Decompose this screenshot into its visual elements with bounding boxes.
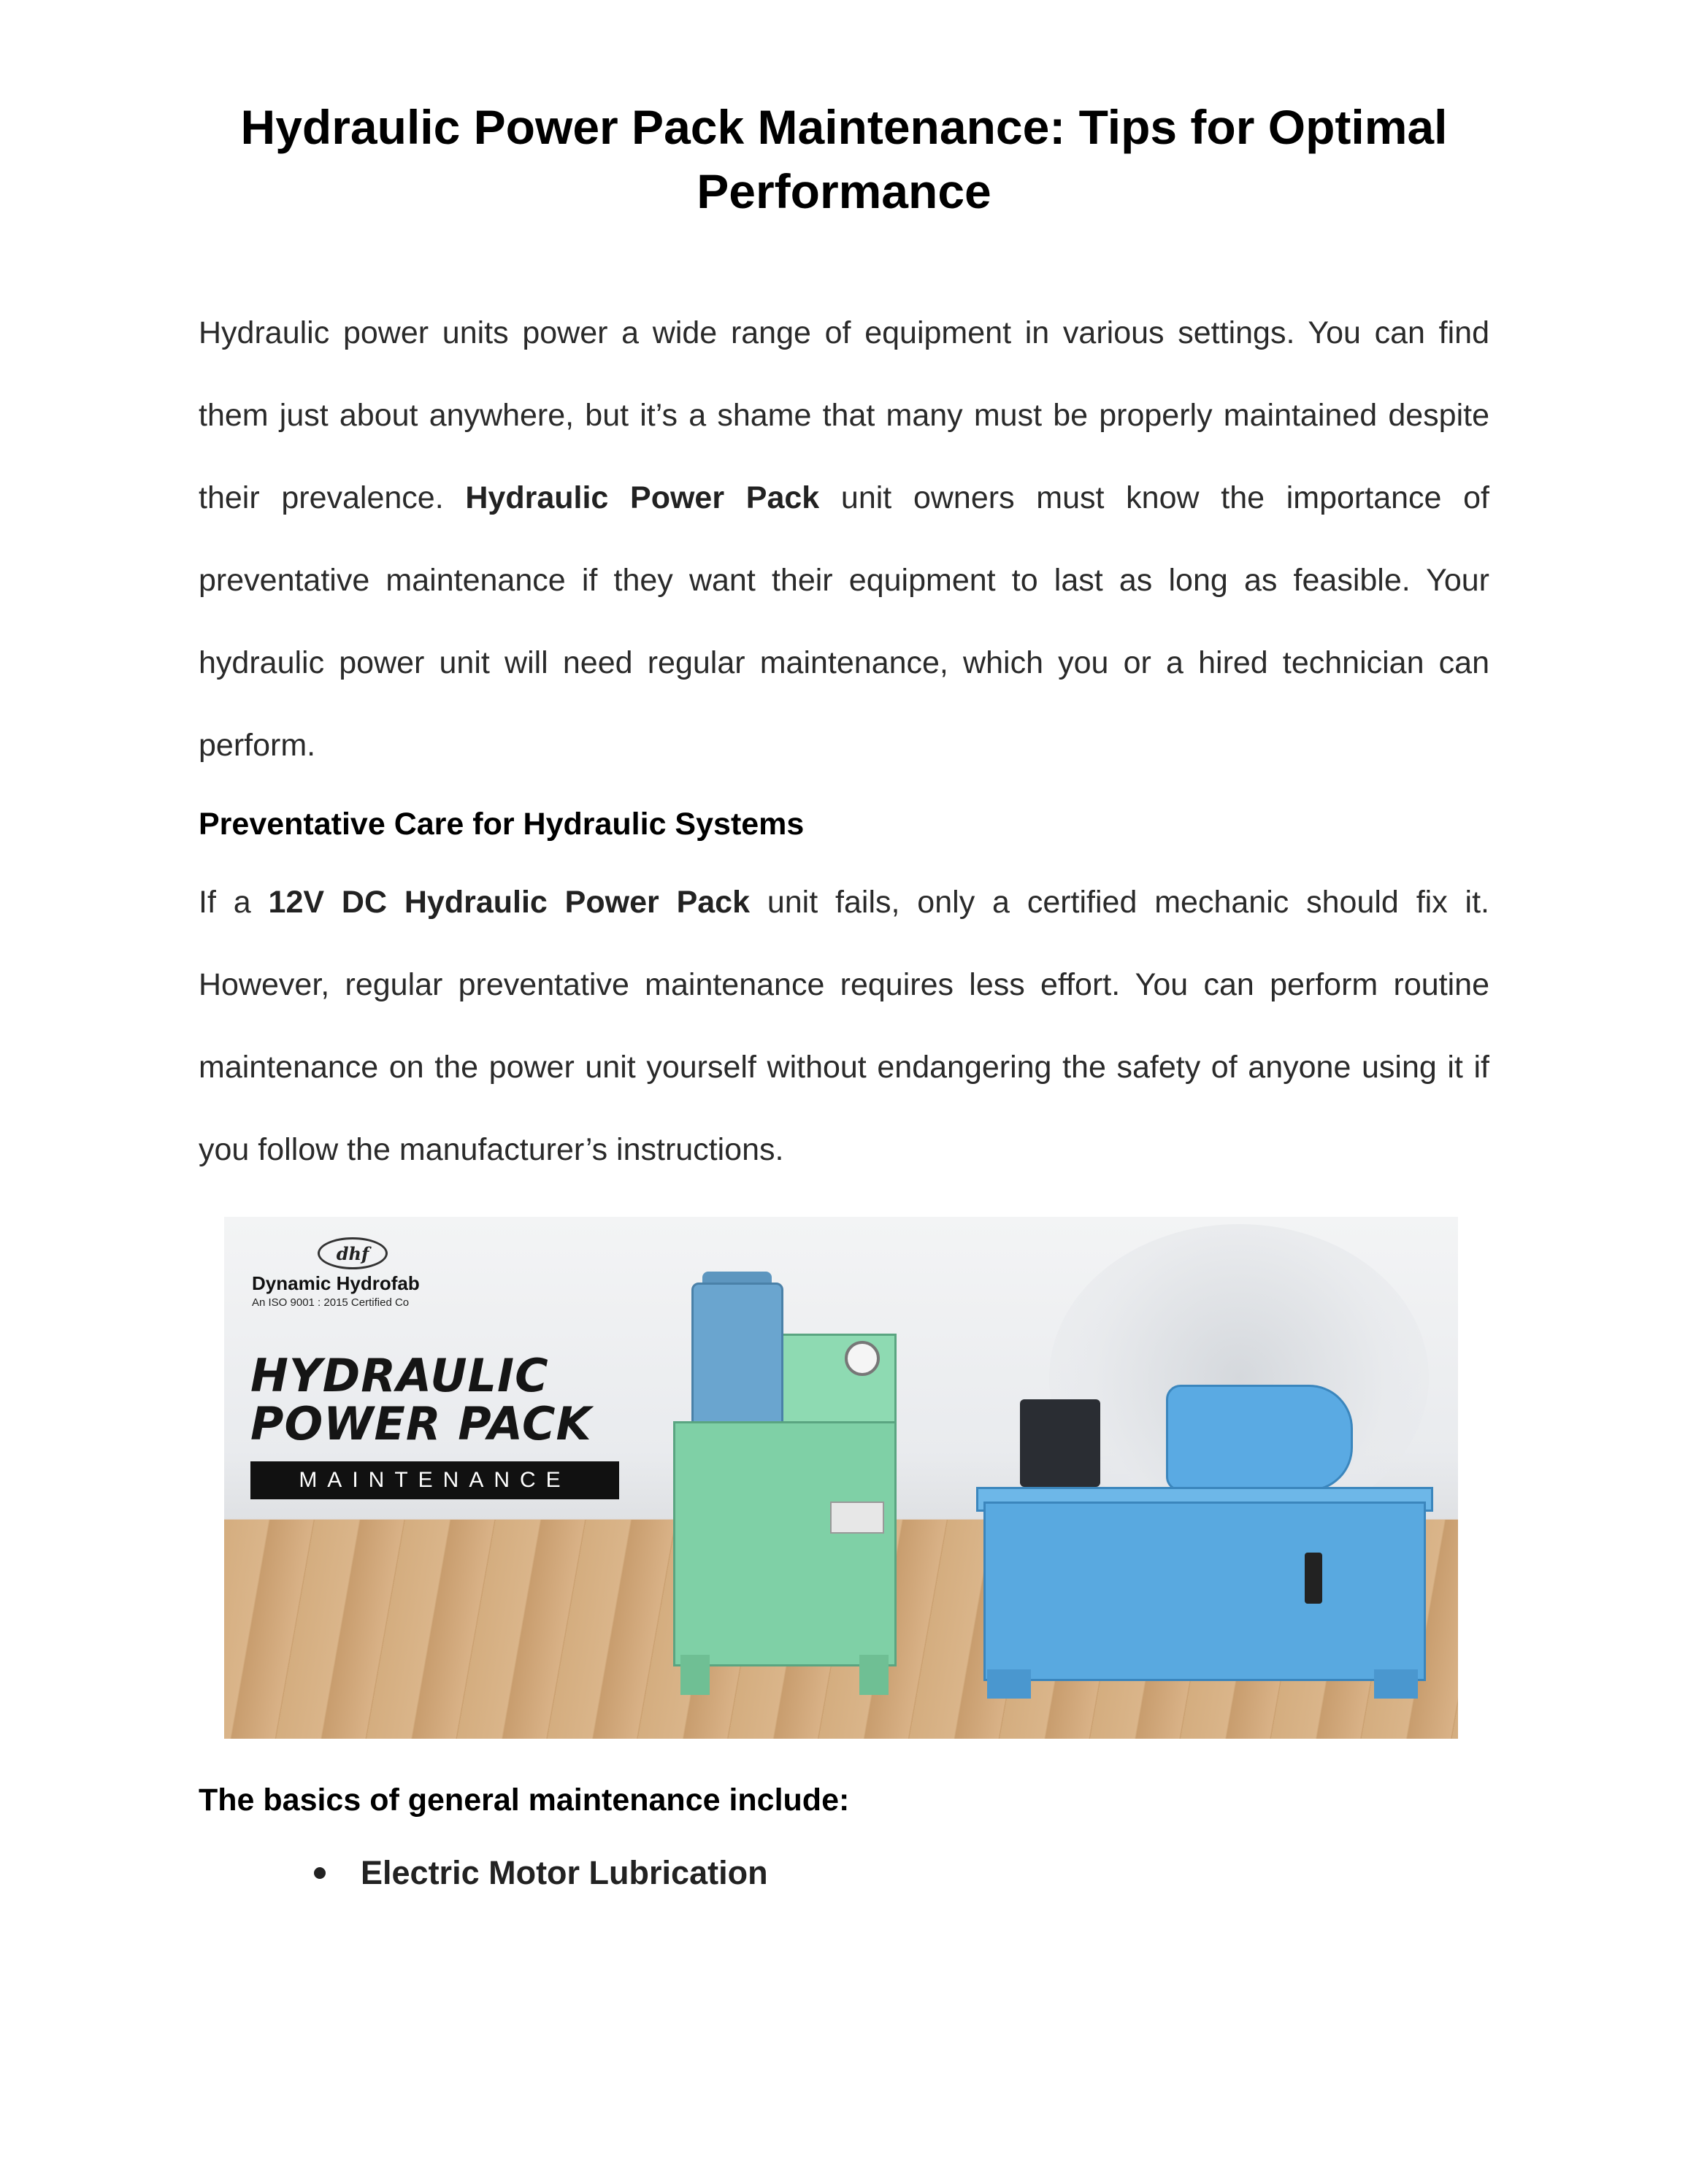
banner-headline-line1: HYDRAULIC: [250, 1349, 549, 1402]
page-title: Hydraulic Power Pack Maintenance: Tips for Optimal Performance: [240, 100, 1448, 218]
list-item-label: Electric Motor Lubrication: [361, 1854, 768, 1891]
product-banner-image: [224, 1217, 1458, 1739]
intro-paragraph: [199, 292, 1489, 787]
company-certification: An ISO 9001 : 2015 Certified Co: [252, 1296, 410, 1309]
intro-bold-term: Hydraulic Power Pack: [465, 480, 820, 515]
banner-tag: MAINTENANCE: [250, 1461, 619, 1499]
basics-list: [314, 1854, 768, 1892]
blue-unit-leg: [1374, 1669, 1418, 1699]
green-unit-leg: [859, 1655, 889, 1695]
level-gauge-icon: [1305, 1553, 1322, 1604]
pressure-gauge-icon: [845, 1341, 880, 1376]
list-item: [314, 1854, 768, 1892]
nameplate: [830, 1502, 884, 1534]
green-unit-motor: [691, 1283, 783, 1433]
section-heading: Preventative Care for Hydraulic Systems: [199, 807, 805, 842]
banner-headline: [250, 1349, 592, 1450]
intro-text-end: unit owners must know the importance of preventative maintenance if they want their equipment to last as long as feasible. Your hydraulic power unit will need regular maintenance, which you or a hired technician can perform.: [199, 480, 1490, 763]
section-paragraph: [199, 861, 1489, 1191]
intro-text-start: Hydraulic power units power a wide range of equipment in various settings. You can find them just about anywhere, but it’s a shame that many must be properly maintained despite their prevalence.: [199, 315, 1489, 515]
valve-block: [1020, 1399, 1100, 1487]
blue-unit-motor: [1166, 1385, 1353, 1491]
section-text-end: unit fails, only a certified mechanic should fix it. However, regular preventative maintenance requires less effort. You can perform routine maintenance on the power unit yourself without endangering the safety of anyone using it if you follow the manufacturer’s instructions.: [199, 885, 1489, 1167]
green-unit-tank: [673, 1421, 897, 1666]
company-name: Dynamic Hydrofab: [252, 1272, 420, 1294]
bullet-icon: [314, 1867, 326, 1879]
blue-unit-leg: [987, 1669, 1031, 1699]
banner-headline-line2: POWER PACK: [250, 1397, 592, 1450]
logo-mark: dhf: [318, 1237, 388, 1269]
section-bold-term: 12V DC Hydraulic Power Pack: [268, 885, 750, 920]
blue-unit-tank: [983, 1502, 1426, 1681]
green-unit-leg: [680, 1655, 710, 1695]
basics-heading: The basics of general maintenance include:: [199, 1783, 850, 1818]
company-logo: [252, 1237, 420, 1309]
section-text-start: If a: [199, 885, 269, 920]
